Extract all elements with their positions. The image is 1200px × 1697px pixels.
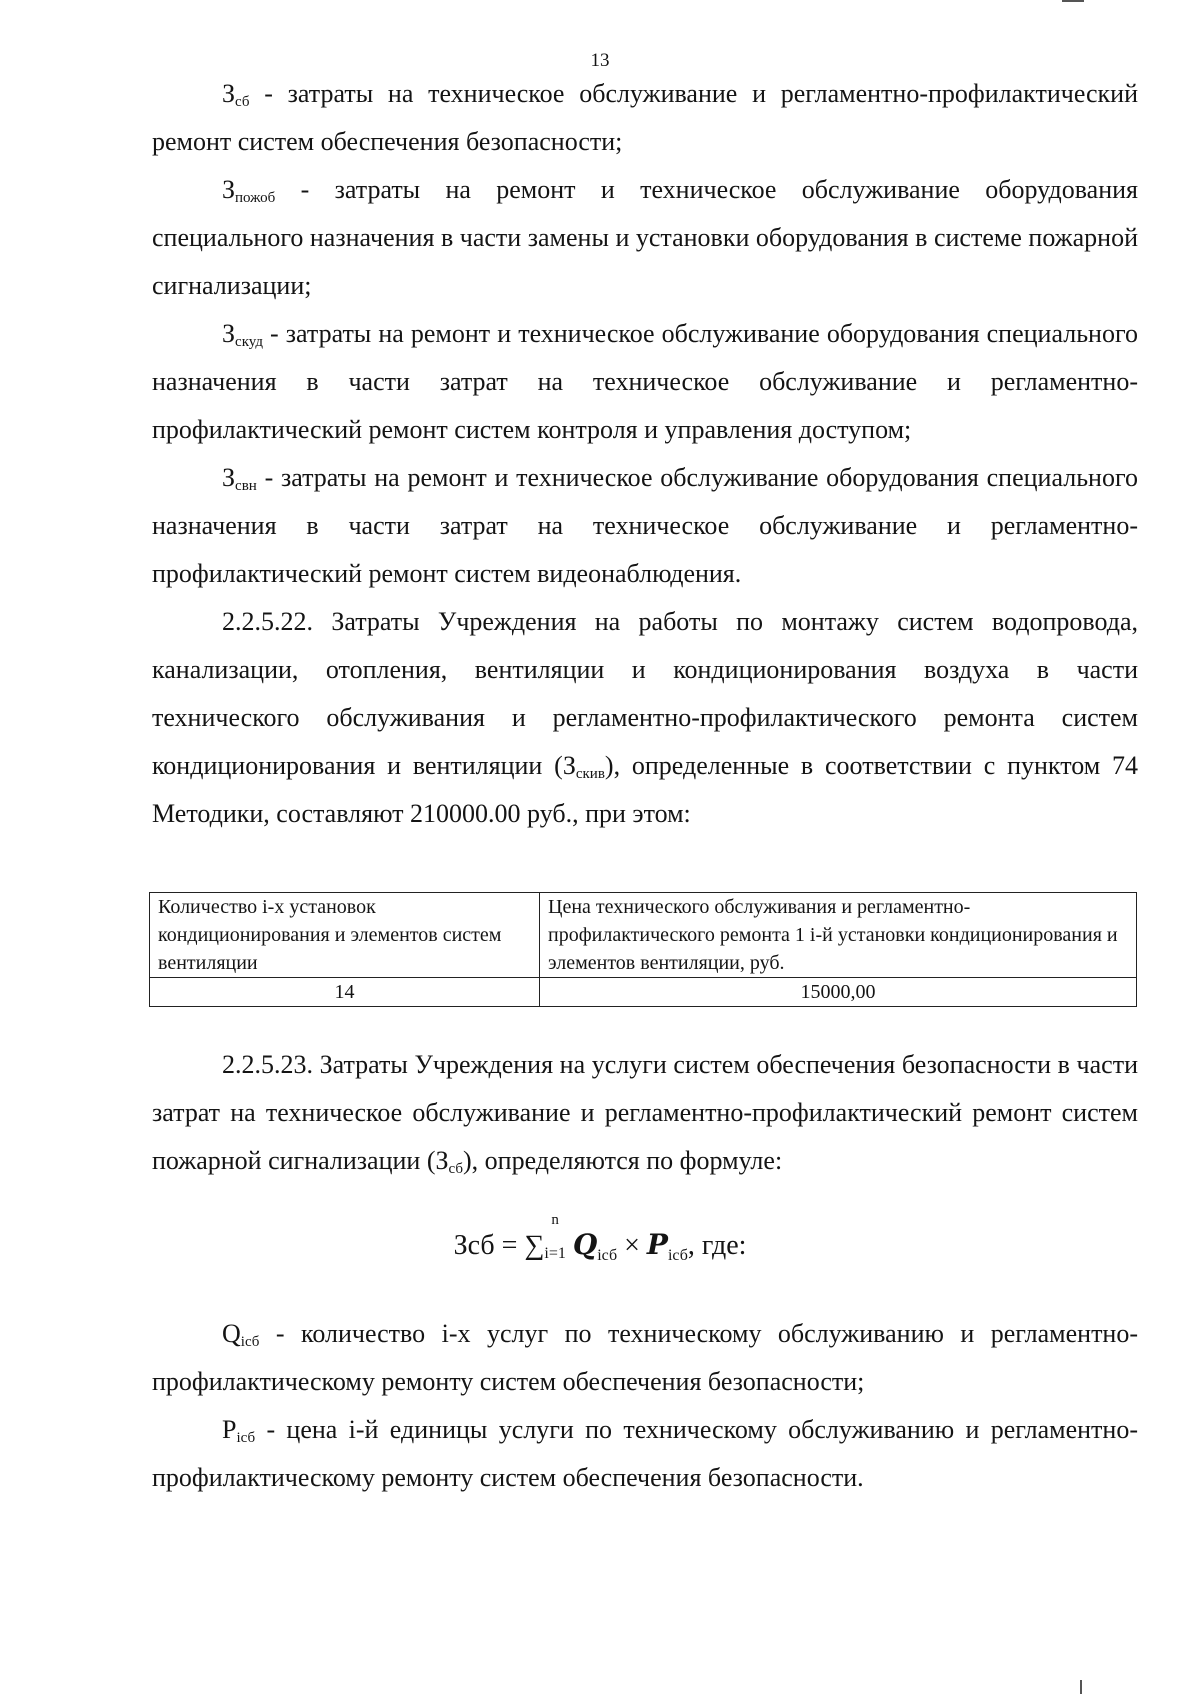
paragraph-section-2-2-5-23	[152, 1041, 1138, 1185]
symbol-subscript: iсб	[240, 1334, 260, 1350]
formula-sum-upper: n	[551, 1212, 559, 1228]
formula-equals: =	[494, 1230, 525, 1261]
table-cell-quantity: 14	[150, 978, 540, 1007]
formula-q: Q	[572, 1228, 598, 1261]
symbol: З	[222, 175, 236, 204]
text-block-top	[152, 70, 1138, 838]
table-cell-price: 15000,00	[540, 978, 1137, 1007]
symbol: З	[222, 463, 236, 492]
paragraph-text: - затраты на ремонт и техническое обслуживание оборудования специального назначения в части затрат на техническое обслуживание и регламентно-профилактический ремонт систем контроля и управления доступом;	[152, 319, 1138, 444]
formula-sum-lower: i=1	[544, 1245, 566, 1262]
text-block-definitions	[152, 1310, 1138, 1502]
paragraph-zskud-definition	[152, 310, 1138, 454]
symbol: P	[222, 1415, 237, 1444]
symbol-subscript: сб	[448, 1161, 464, 1177]
paragraph-text: - затраты на ремонт и техническое обслуживание оборудования специального назначения в части замены и установки оборудования в системе пожарной сигнализации;	[152, 175, 1138, 300]
table-row	[150, 978, 1137, 1007]
symbol: З	[562, 751, 576, 780]
paragraph-q-definition	[152, 1310, 1138, 1406]
paragraph-section-2-2-5-22	[152, 598, 1138, 838]
symbol-subscript: пожоб	[235, 190, 276, 206]
paragraph-text: - количество i-х услуг по техническому обслуживанию и регламентно-профилактическому ремонту систем обеспечения безопасности;	[152, 1319, 1138, 1396]
symbol-subscript: скуд	[235, 334, 263, 350]
paragraph-text: - затраты на техническое обслуживание и регламентно-профилактический ремонт систем обеспечения безопасности;	[152, 79, 1138, 156]
paragraph-text: 2.2.5.22. Затраты Учреждения на работы по монтажу систем водопровода, канализации, отопления, вентиляции и кондиционирования воздуха в части технического обслуживания и регламентно-профилактического ремонта систем кондиционирования и вентиляции (	[152, 607, 1138, 780]
paragraph-text: - цена i-й единицы услуги по техническому обслуживанию и регламентно-профилактическому ремонту систем обеспечения безопасности.	[152, 1415, 1138, 1492]
symbol: З	[435, 1146, 449, 1175]
page-number: 13	[590, 50, 610, 71]
formula-p: P	[646, 1228, 668, 1261]
paragraph-text: ), определяются по формуле:	[463, 1146, 783, 1175]
table-header-quantity: Количество i-х установок кондиционирования и элементов систем вентиляции	[150, 893, 540, 978]
symbol-subscript: сб	[235, 94, 250, 110]
paragraph-zsb-definition	[152, 70, 1138, 166]
paragraph-zpozhob-definition	[152, 166, 1138, 310]
text-block-middle	[152, 1041, 1138, 1185]
scan-artifact	[1062, 0, 1084, 2]
cost-table	[149, 892, 1137, 1007]
formula-p-subscript: iсб	[667, 1247, 688, 1264]
formula-sum-sign: ∑	[524, 1230, 545, 1261]
paragraph-p-definition	[152, 1406, 1138, 1502]
table-header-price: Цена технического обслуживания и регламентно-профилактического ремонта 1 i-й установки кондиционирования и элементов вентиляции, руб.	[540, 893, 1137, 978]
paragraph-zsvn-definition	[152, 454, 1138, 598]
formula-sum-limits	[544, 1212, 565, 1262]
formula-q-subscript: iсб	[597, 1247, 618, 1264]
symbol-subscript: iсб	[236, 1430, 256, 1446]
paragraph-text: 2.2.5.23. Затраты Учреждения на услуги систем обеспечения безопасности в части затрат на техническое обслуживание и регламентно-профилактический ремонт систем пожарной сигнализации (	[152, 1050, 1138, 1175]
symbol: З	[222, 319, 236, 348]
paragraph-text: - затраты на ремонт и техническое обслуживание оборудования специального назначения в части затрат на техническое обслуживание и регламентно-профилактический ремонт систем видеонаблюдения.	[152, 463, 1138, 588]
symbol: Q	[222, 1319, 241, 1348]
symbol-subscript: скив	[575, 766, 605, 782]
symbol-subscript: свн	[235, 478, 257, 494]
formula-lhs: Зсб	[453, 1230, 495, 1261]
paragraph-text: ), определенные в соответствии с пунктом 74 Методики, составляют 210000.00 руб., при этом:	[152, 751, 1138, 828]
scan-artifact	[1080, 1680, 1082, 1694]
formula-tail: , где:	[687, 1230, 747, 1261]
symbol: З	[222, 79, 236, 108]
formula-times: ×	[617, 1230, 647, 1261]
table-header-row	[150, 893, 1137, 978]
formula	[0, 1212, 1200, 1278]
